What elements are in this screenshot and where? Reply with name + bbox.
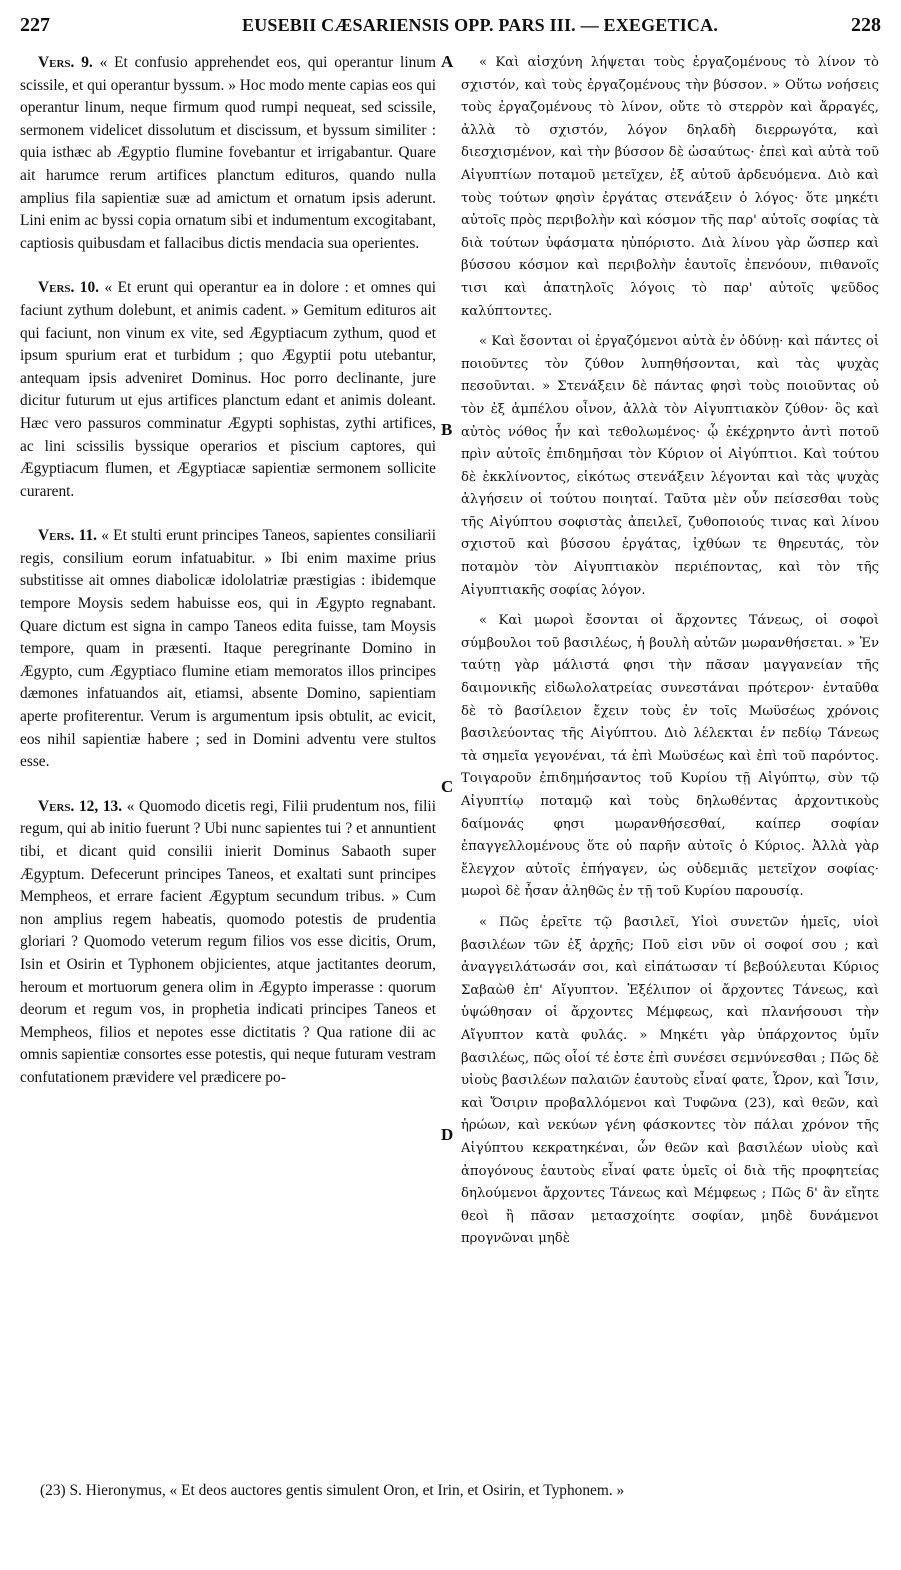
- margin-letter-a: A: [441, 52, 454, 71]
- greek-paragraph: « Πῶς ἐρεῖτε τῷ βασιλεῖ, Υἱοὶ συνετῶν ἡμεῖς, υἱοὶ βασιλέων τῶν ἐξ ἀρχῆς; Ποῦ εἰσι νῦν οἱ σοφοί σου ; καὶ ἀναγγειλάτωσάν σοι, καὶ εἰπάτωσαν τί βεβούλευται Κύριος Σαβαὼθ ἐπ' Αἴγυπτον. Ἐξέλιπον οἱ ἄρχοντες Τάνεως, καὶ ὑψώθησαν οἱ ἄρχοντες Μέμφεως, καὶ πλανήσουσι τὴν Αἴγυπτον κατὰ φυλάς. » Μηκέτι γὰρ ὑπάρχοντος ὑμῖν βασιλέως, πῶς οἷοί τέ ἐστε ἐπὶ συνέσει σεμνύνεσθαι ; Πῶς δὲ υἱοὺς βασιλέων παλαιῶν ἑαυτοὺς εἶναί φατε, Ὧρον, καὶ Ἶσιν, καὶ Ὄσιριν προβαλλόμενοι καὶ Τυφῶνα (23), καὶ θεῶν, καὶ ἡρώων, καὶ νεκύων γένη φάσκοντες τὸν πάλαι χρόνον τῆς Αἰγύπτου κεκρατηκέναι, ὧν θεῶν καὶ βασιλέων υἱοὺς καὶ ἀπογόνους ἑαυτοὺς εἶναί φατε ὑμεῖς οἱ διὰ τῆς προφητείας δηλούμενοι ἄρχοντες Τάνεως καὶ Μέμφεως ; Πῶς δ' ἂν εἴητε θεοὶ ἢ πᾶσαν μετασχοίητε σοφίαν, μηδὲ δυνάμενοι προγνῶναι μηδὲ: [461, 914, 879, 1247]
- greek-paragraph: « Καὶ μωροὶ ἔσονται οἱ ἄρχοντες Τάνεως, οἱ σοφοὶ σύμβουλοι τοῦ βασιλέως, ἡ βουλὴ αὐτῶν μωρανθήσεται. » Ἐν ταύτῃ γὰρ μάλιστά φησι τὴν πᾶσαν μαγγανείαν τῆς δαιμονικῆς εἰδωλολατρείας συνεστάναι πρότερον· ἐνταῦθα δὲ τὸ βασίλειον ἔχειν τοὺς ἐν τοῖς Μωϋσέως χρόνοις βασιλεύοντας τῆς Αἰγύπτου. Διὸ λέλεκται ἐν πεδίῳ Τάνεως τὰ σημεῖα γεγονέναι, τά ἐπὶ Μωϋσέως καὶ ἐπὶ τοῦ παρόντος. Τοιγαροῦν ἐπιδημήσαντος τοῦ Κυρίου τῇ Αἰγύπτῳ, σὺν τῷ Αἰγυπτίῳ ποταμῷ καὶ τοὺς δηλωθέντας ἀρχοντικοὺς δαίμονάς φησι μωρανθήσεσθαί, καίπερ σοφίαν ἐπαγγελλομένους ὅτε οὐ παρῆν αὐτοῖς ὁ Κύριος. Ἀλλὰ γὰρ ἔλεγχον αὐτοῖς ἐπήγαγεν, ὡς οὐδεμιᾶς μετεῖχον σοφίας· μωροὶ δὲ ἦσαν ἀληθῶς ἐν τῇ τοῦ Κυρίου παρουσίᾳ.: [461, 613, 879, 900]
- verse-label: Vers. 12, 13.: [38, 797, 123, 815]
- latin-paragraph: [20, 277, 436, 503]
- latin-column: [20, 52, 436, 1090]
- running-header: [20, 14, 881, 44]
- margin-letter-d: D: [441, 1125, 454, 1144]
- page-number-right: 228: [851, 14, 881, 36]
- latin-text: « Et confusio apprehendet eos, qui operantur linum scissile, et qui operantur byssum. » Hoc modo mente capias eos qui operantur linum, neque firmum quod rumpi nequeat, sed scissile, sermonem videlicet dissolutum et discissum, et byssum similiter : quia isthæc ab Ægyptio flumine fovebantur et irrigabantur. Quare ait harumce rerum artifices planctum edituros, quando nulla amplius fila sapientiæ suæ ad amictum et ornatum ipsis aderunt. Lini enim ac byssi copia ornatum sibi et indumentum excogitabant, captiosis quibusdam et fallacibus dictis mendacia sua operientes.: [20, 54, 436, 252]
- verse-label: Vers. 9.: [38, 54, 93, 71]
- footnote: (23) S. Hieronymus, « Et deos auctores gentis simulent Oron, et Irin, et Osirin, et Typhonem. »: [40, 1482, 625, 1499]
- verse-label: Vers. 11.: [38, 527, 97, 545]
- running-title: EUSEBII CÆSARIENSIS OPP. PARS III. — EXEGETICA.: [241, 15, 719, 35]
- greek-paragraph: « Καὶ αἰσχύνη λήψεται τοὺς ἐργαζομένους τὸ λίνον τὸ σχιστόν, καὶ τοὺς ἐργαζομένους τὴν βύσσον. » Οὕτω νοήσεις τοὺς ἐργαζομένους τὸ λίνον, οὔτε τὸ στερρὸν καὶ ἄρραγές, ἀλλὰ τὸ σχιστόν, λόγον δηλαδὴ διερρωγότα, καὶ διεσχισμένον, καὶ τὴν βύσσον δὲ ὡσαύτως· ἐπεὶ καὶ αὐτὰ τοῦ Αἰγυπτίων ποταμοῦ μετεῖχεν, ἐξ αὐτοῦ ἀρδευόμενα. Διὸ καὶ τοὺς τούτων φησὶν ἐργάτας στενάξειν ὁ λόγος· ὅτε μηκέτι αὐτοῖς πρὸς περιβολὴν καὶ κόσμον τῆς παρ' αὐτοῖς σοφίας τὰ διὰ τούτων ὑφάσματα ηὐπόριστο. Διὰ λίνου γὰρ ὥσπερ καὶ βύσσου κόσμον καὶ περιβολὴν ἑαυτοῖς ἐπενόουν, πιθανοῖς τισι καὶ ἀπατηλοῖς λόγοις τὸ παρ' αὐτοῖς ψεῦδος καλύπτοντες.: [461, 55, 879, 319]
- margin-letter-b: B: [441, 420, 453, 439]
- margin-letter-c: C: [441, 777, 454, 796]
- latin-text: « Et stulti erunt principes Taneos, sapientes consiliarii regis, consilium eorum infatuabitur. » Ibi enim maxime prius substitisse ait omnes diabolicæ idololatriæ præstigias : ibidemque tempore Moysis sedem habuisse eos, qui in Ægypto regnabant. Quare dictum est signa in campo Taneos edita fuisse, tam Moysis tempore, quam in præsenti. Itaque peregrinante Domino in Ægypto, cum Ægyptiaco flumine etiam memoratos illos principes dæmones infatuandos ait, etiamsi, absente Domino, sapientiam aperte profiterentur. Verum is argumentum ipsis obtulit, ac evicit, eos nihil sapientiæ habere ; sed in Domini adventu vere stultos esse.: [20, 527, 436, 771]
- greek-paragraph: « Καὶ ἔσονται οἱ ἐργαζόμενοι αὐτὰ ἐν ὀδύνῃ· καὶ πάντες οἱ ποιοῦντες τὸν ζύθον λυπηθήσονται, καὶ τὰς ψυχὰς πεσοῦνται. » Στενάξειν δὲ πάντας φησὶ τοὺς ποιοῦντας οὐ τὸν ἐξ ἀμπέλου οἶνον, ἀλλὰ τὸν Αἰγυπτιακὸν ζύθον· ὃς καὶ αὐτὸς νόθος ἦν καὶ τεθολωμένος· ᾧ ἐκέχρηντο ἀντὶ ποτοῦ πρὶν αὐτοῖς ἐπιδημῆσαι τὸν Κύριον οἱ Αἰγύπτιοι. Καὶ τούτου δὲ ἐκκλίνοντος, εἰκότως στενάξειν λέγονται καὶ τὰς ψυχὰς ἀλγήσειν οἱ τούτου ποιηταί. Ταῦτα μὲν οὖν πείσεσθαι τοὺς τῆς Αἰγύπτου σοφιστὰς ἀπειλεῖ, ζυθοποιούς τινας καὶ λίνου σχιστοῦ καὶ βύσσου ἐργάτας, ἰχθύων τε θηρευτάς, τὸν ποταμὸν τὸν Αἰγυπτιακὸν περιέποντας, καὶ τὸν τῆς Αἰγυπτιακῆς σοφίας λόγον.: [461, 334, 879, 598]
- latin-paragraph: [20, 796, 436, 1090]
- latin-text: « Quomodo dicetis regi, Filii prudentum nos, filii regum, qui ab initio fuerunt ? Ubi nunc sapientes tui ? et annuntient tibi, et dicant quid consilii inierit Dominus Sabaoth super Ægyptum. Defecerunt principes Taneos, et exaltati sunt principes Mempheos, et errare facient Ægyptum secundum tribus. » Cum non amplius regem habeatis, quomodo potestis de prudentia gloriari ? Quomodo veterum regum filios vos esse dicitis, Orum, Isin et Osirin et Typhonem objicientes, atque jactitantes deorum, heroum et mortuorum genera olim in Ægypto imperasse : quorum deorum et regum vos, in prophetia indicati principes Taneos et Mempheos, filios et nepotes esse dictitatis ? Qua ratione dii ac omnis sapientiæ consortes esse potestis, qui neque futuram vestram confutationem prævidere vel prædicere po-: [20, 797, 436, 1086]
- latin-paragraph: [20, 525, 436, 774]
- page-number-left: 227: [20, 14, 50, 36]
- greek-column: [461, 52, 879, 1251]
- verse-label: Vers. 10.: [38, 279, 100, 297]
- latin-paragraph: [20, 52, 436, 255]
- latin-text: « Et erunt qui operantur ea in dolore : et omnes qui faciunt zythum dolebunt, et animis cadent. » Gemitum edituros ait qui faciunt, non vinum ex vite, sed Ægyptiacum zythum, quod et ipsum spurium erat et turbidum ; quo Ægyptii potu utebantur, antequam ipsis adveniret Dominus. Hoc porro declinante, jure dicitur futurum ut ejus artifices planctum edant et animis doleant. Hæc vero passuros comminatur Ægypti sophistas, zythi artifices, ac lini scissilis byssique operarios et piscium captores, qui Ægyptiacum flumen, et Ægyptiacæ sapientiæ sermonem sollicite curarent.: [20, 279, 436, 500]
